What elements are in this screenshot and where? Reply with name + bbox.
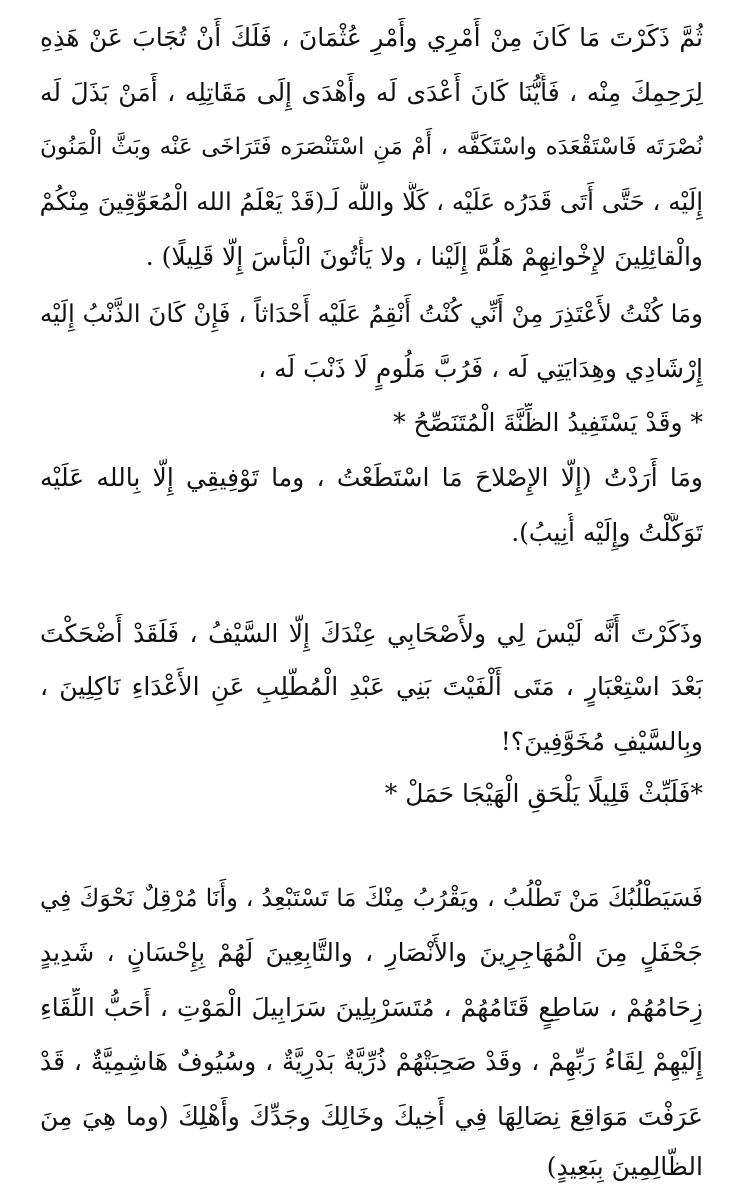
- text-line: لِرَحِمِكَ مِنْه ، فَأَيُّنَا كَانَ أَعْدَى لَه وأَهْدَى إِلَى مَقَاتِلِه ، أَمَنْ بَذَلَ لَه: [40, 78, 703, 107]
- text-line: إِرْشَادِي وهِدَايَتِي لَه ، فَرُبَّ مَلُومٍ لَا ذَنْبَ لَه ،: [258, 354, 703, 383]
- text-line: تَوَكَّلْتُ وإِلَيْه أُنِيبُ).: [511, 518, 703, 547]
- text-line: ومَا كُنْتُ لأَعْتَذِرَ مِنْ أَنِّي كُنْتُ أَنْقِمُ عَلَيْه أَحْدَاثاً ، فَإِنْ كَانَ الذَّنْبُ إِلَيْه: [40, 299, 703, 328]
- text-line: نُصْرَتَه فَاسْتَقْعَدَه واسْتَكَفَّه ، أَمْ مَنِ اسْتَنْصَرَه فَتَرَاخَى عَنْه وبَثَّ الْمَنُونَ: [40, 134, 703, 160]
- text-line: بَعْدَ اسْتِعْبَارٍ ، مَتَى أَلْفَيْتَ بَنِي عَبْدِ الْمُطَّلِبِ عَنِ الأَعْدَاءِ نَاكِلِينَ ،: [40, 672, 703, 701]
- text-line: زِحَامُهُمْ ، سَاطِعٍ قَتَامُهُمْ ، مُتَسَرْبِلِينَ سَرَابِيلَ الْمَوْتِ ، أَحَبُّ اللِّقَاءِ: [40, 993, 703, 1022]
- text-line: والْقائِلِينَ لإِخْوانِهِمْ هَلُمَّ إِلَيْنا ، ولا يَأْتُونَ الْبَأْسَ إِلَّا قَلِيلًا) .: [145, 242, 703, 271]
- text-line: وذَكَرْتَ أَنَّه لَيْسَ لِي ولأَصْحَابِي عِنْدَكَ إِلَّا السَّيْفُ ، فَلَقَدْ أَضْحَكْتَ: [40, 619, 703, 648]
- text-line: جَحْفَلٍ مِنَ الْمُهَاجِرِينَ والأَنْصَارِ ، والتَّابِعِينَ لَهُمْ بِإِحْسَانٍ ، شَدِيدٍ: [40, 938, 703, 967]
- text-line: إِلَيْه ، حَتَّى أَتَى قَدَرُه عَلَيْه ، كَلَّا واللَّه لَـ(قَدْ يَعْلَمُ الله الْمُعَوِّقِينَ مِنْكُمْ: [40, 187, 703, 216]
- text-line: فَسَيَطْلُبُكَ مَنْ تَطْلُبُ ، ويَقْرُبُ مِنْكَ مَا تَسْتَبْعِدُ ، وأَنَا مُرْقِلٌ نَحْوَكَ فِي: [40, 884, 703, 912]
- text-line: إِلَيْهِمْ لِقَاءُ رَبِّهِمْ ، وقَدْ صَحِبَتْهُمْ ذُرِّيَّةٌ بَدْرِيَّةٌ ، وسُيُوفٌ هَاشِمِيَّةٌ ، قَدْ: [40, 1047, 703, 1076]
- text-line: وبِالسَّيْفِ مُخَوَّفِينَ؟!: [500, 727, 703, 756]
- verse-line: *فَلَبِّثْ قَلِيلًا يَلْحَقِ الْهَيْجَا حَمَلْ *: [384, 779, 703, 808]
- text-line: عَرَفْتَ مَوَاقِعَ نِصَالِهَا فِي أَخِيكَ وخَالِكَ وجَدِّكَ وأَهْلِكَ (وما هِيَ مِنَ: [40, 1102, 703, 1131]
- verse-line: * وقَدْ يَسْتَفِيدُ الظِّنَّةَ الْمُتَنَصِّحُ *: [393, 408, 703, 437]
- text-line: ومَا أَرَدْتُ (إِلَّا الإِصْلاحَ مَا اسْتَطَعْتُ ، وما تَوْفِيقِي إِلَّا بِالله عَلَيْه: [40, 463, 703, 492]
- text-line: ثُمَّ ذَكَرْتَ مَا كَانَ مِنْ أَمْرِي وأَمْرِ عُثْمَانَ ، فَلَكَ أَنْ تُجَابَ عَنْ هَذِهِ: [40, 23, 703, 52]
- text-line: الظَّالِمِينَ بِبَعِيدٍ): [546, 1152, 703, 1181]
